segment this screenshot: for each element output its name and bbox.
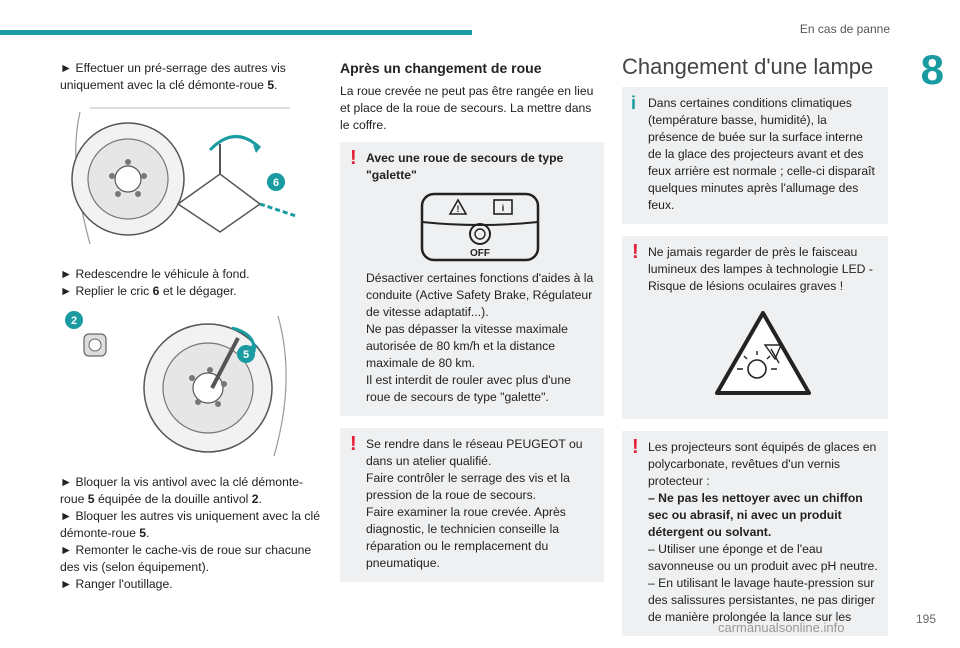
svg-text:OFF: OFF (470, 248, 490, 259)
warning-led: Ne jamais regarder de près le faisceau lumineux des lampes à technologie LED - Risque de lésions oculaires graves ! (648, 245, 873, 293)
warning-check-tightening: Faire contrôler le serrage des vis et la pression de la roue de secours. (366, 471, 570, 502)
warning-speed-limit: Ne pas dépasser la vitesse maximale autorisée de 80 km/h et la distance maximale de 80 km. (366, 322, 568, 370)
warning-deactivate: Désactiver certaines fonctions d'aides à la conduite (Active Safety Brake, Régulateur de vitesse adaptatif...). (366, 271, 594, 319)
warning-box-spacesaver (340, 142, 604, 416)
jack-illustration (60, 104, 310, 252)
warning-single-spare: Il est interdit de rouler avec plus d'une roue de secours de type "galette". (366, 373, 571, 404)
section-title: En cas de panne (799, 22, 890, 36)
warning-high-pressure: – En utilisant le lavage haute-pression sur des salissures persistantes, ne pas diriger de manière prolongée la lance sur les (648, 576, 875, 624)
info-box-condensation (622, 87, 888, 224)
column-middle (340, 60, 604, 594)
warning-icon: ! (632, 241, 639, 263)
chapter-number: 8 (920, 46, 944, 93)
page-number: 195 (915, 612, 936, 626)
eye-danger-icon (713, 309, 813, 399)
svg-text:!: ! (456, 204, 460, 214)
step-lock-others: ► Bloquer les autres vis uniquement avec la clé démonte-roue 5. (60, 509, 321, 540)
intro-text: La roue crevée ne peut pas être rangée en lieu et place de la roue de secours. La mettre dans le coffre. (340, 84, 594, 132)
section-heading: Après un changement de roue (340, 60, 542, 76)
column-right (622, 54, 888, 648)
warning-title: Avec une roue de secours de type "galette" (366, 151, 564, 182)
warning-sponge: – Utiliser une éponge et de l'eau savonneuse ou un produit avec pH neutre. (648, 542, 878, 573)
warning-box-led (622, 236, 888, 419)
warning-box-polycarbonate (622, 431, 888, 636)
step-fold-jack: ► Replier le cric 6 et le dégager. (60, 284, 237, 298)
step-lower-vehicle: ► Redescendre le véhicule à fond. (60, 267, 250, 281)
warning-icon: ! (350, 433, 357, 455)
warning-icon: ! (632, 436, 639, 458)
wheel-wrench-illustration (60, 310, 310, 460)
info-condensation: Dans certaines conditions climatiques (température basse, humidité), la présence de buée sur la surface interne de la glace des projecteurs avant et des feux arrière est normale ; celle-ci disparaît quelques minutes après l'allumage des feux. (648, 96, 875, 212)
section-heading: Changement d'une lampe (622, 54, 874, 79)
callout-label: 2 (70, 315, 78, 327)
callout-label: 6 (272, 177, 280, 189)
warning-dealer: Se rendre dans le réseau PEUGEOT ou dans un atelier qualifié. (366, 437, 583, 468)
driver-assist-off-icon (420, 192, 540, 262)
svg-text:i: i (501, 203, 505, 213)
column-left (60, 60, 322, 593)
warning-box-dealer (340, 428, 604, 582)
warning-polycarbonate: Les projecteurs sont équipés de glaces en polycarbonate, revêtues d'un vernis protecteur : (648, 440, 877, 488)
warning-no-dry-cloth: – Ne pas les nettoyer avec un chiffon sec ou abrasif, ni avec un produit détergent ou solvant. (648, 491, 863, 539)
step-lock-antitheft: ► Bloquer la vis antivol avec la clé démonte-roue 5 équipée de la douille antivol 2. (60, 475, 304, 506)
step-store-tools: ► Ranger l'outillage. (60, 577, 173, 591)
warning-icon: ! (350, 147, 357, 169)
warning-inspect-tyre: Faire examiner la roue crevée. Après diagnostic, le technicien conseille la réparation ou le remplacement du pneumatique. (366, 505, 566, 570)
step-refit-caps: ► Remonter le cache-vis de roue sur chacune des vis (selon équipement). (60, 543, 312, 574)
info-icon: i (631, 93, 637, 113)
callout-label: 5 (242, 349, 250, 361)
watermark: carmanualsonline.info (718, 620, 845, 635)
step-pre-tighten: ► Effectuer un pré-serrage des autres vis uniquement avec la clé démonte-roue 5. (60, 61, 286, 92)
header-accent-bar (0, 30, 472, 35)
